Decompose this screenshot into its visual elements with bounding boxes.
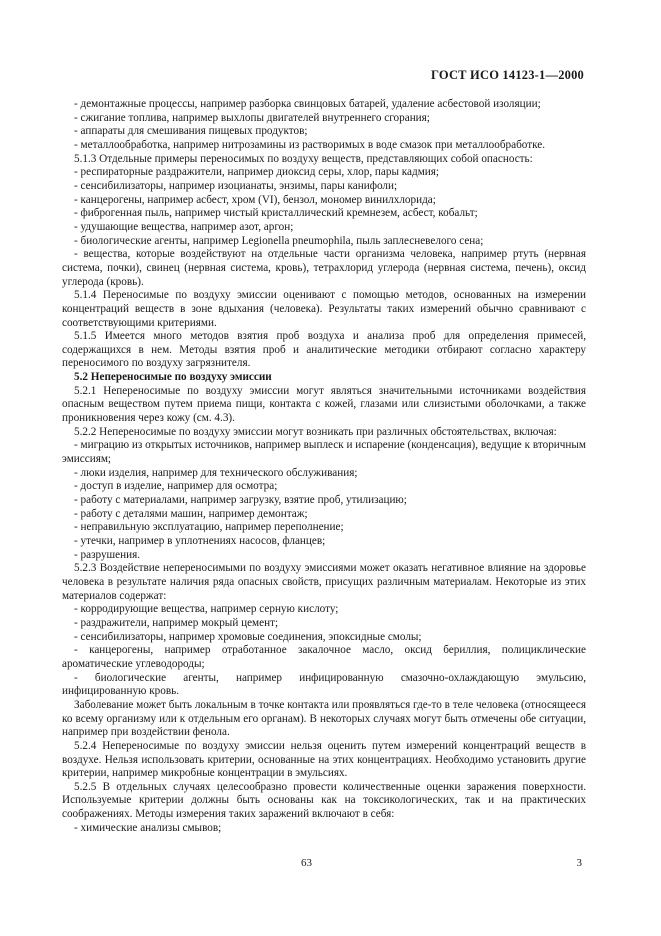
paragraph: 5.1.3 Отдельные примеры переносимых по воздуху веществ, представляющих собой опасность: [74,152,533,165]
paragraph: 5.2.1 Непереносимые по воздуху эмиссии могут являться значительными источниками воздействия опасным веществом путем приема пищи, контакта с кожей, глазами или слизистыми оболочками, а также проникновения через кожу (см. 4.3). [62,384,586,425]
paragraph: - корродирующие вещества, например серную кислоту; [74,603,339,616]
paragraph: 5.2.2 Непереносимые по воздуху эмиссии могут возникать при различных обстоятельствах, включая: [74,425,557,438]
paragraph: - работу с материалами, например загрузку, взятие проб, утилизацию; [74,494,407,507]
paragraph: - доступ в изделие, например для осмотра; [74,480,278,493]
page-number: 63 [301,857,312,869]
paragraph: 5.2.3 Воздействие непереносимыми по воздуху эмиссиями может оказать негативное влияние на здоровье человека в результате наличия ряда опасных свойств, присущих различным материалам. Некоторые из этих материалов содержат: [62,562,586,602]
paragraph: - металлообработка, например нитрозамины из растворимых в воде смазок при металлообработке. [74,138,546,151]
paragraph: - сенсибилизаторы, например изоцианаты, энзимы, пары канифоли; [74,179,398,192]
paragraph: - демонтажные процессы, например разборка свинцовых батарей, удаление асбестовой изоляции; [74,98,541,110]
paragraph: 5.1.5 Имеется много методов взятия проб воздуха и анализа проб для определения примесей, содержащихся в нем. Методы взятия проб и аналитические методики отбирают согласно характеру переносимого по воздуху загрязнителя. [62,330,586,370]
paragraph: - канцерогены, например отработанное закалочное масло, оксид бериллия, полициклические ароматические углеводороды; [62,644,586,670]
paragraph: - канцерогены, например асбест, хром (VI), бензол, мономер винилхлорида; [74,193,436,206]
paragraph: - сенсибилизаторы, например хромовые соединения, эпоксидные смолы; [74,630,422,643]
paragraph: - люки изделия, например для технического обслуживания; [74,466,358,479]
paragraph: - фиброгенная пыль, например чистый кристаллический кремнезем, асбест, кобальт; [74,207,478,220]
paragraph: - разрушения. [74,548,141,561]
paragraph: 5.2.5 В отдельных случаях целесообразно провести количественные оценки заражения поверхности. Используемые критерии должны быть основаны как на токсикологических, так и на практических соображениях. Методы измерения таких заражений включают в себя: [62,780,586,821]
paragraph: - утечки, например в уплотнениях насосов, фланцев; [74,535,326,547]
paragraph: - раздражители, например мокрый цемент; [74,616,279,629]
paragraph: - биологические агенты, например инфицированную смазочно-охлаждающую эмульсию, инфицированную кровь. [62,671,586,698]
body-text [62,98,586,835]
section-heading: 5.2 Непереносимые по воздуху эмиссии [74,371,272,384]
paragraph: - миграцию из открытых источников, например выплеск и испарение (конденсация), ведущие к вторичным эмиссиям; [62,439,586,466]
paragraph: - химические анализы смывов; [74,821,222,834]
paragraph: 5.2.4 Непереносимые по воздуху эмиссии нельзя оценить путем измерений концентраций веществ в воздухе. Нельзя использовать критерии, основанные на этих концентрациях. Необходимо установить другие критерии, например микробные концентрации в эмульсиях. [62,739,586,780]
paragraph: Заболевание может быть локальным в точке контакта или проявляться где-то в теле человека (относящееся ко всему организму или к отдельным его органам). В некоторых случаях могут быть отмечены обе ситуации, например при воздействии фенола. [62,698,586,739]
paragraph: - работу с деталями машин, например демонтаж; [74,507,308,520]
sheet-number: 3 [576,857,582,869]
standard-header: ГОСТ ИСО 14123-1—2000 [431,68,584,82]
paragraph: - респираторные раздражители, например диоксид серы, хлор, пары кадмия; [74,166,440,179]
paragraph: - сжигание топлива, например выхлопы двигателей внутреннего сгорания; [74,111,430,124]
paragraph: - неправильную эксплуатацию, например переполнение; [74,521,344,534]
paragraph: - аппараты для смешивания пищевых продуктов; [74,125,308,138]
paragraph: - биологические агенты, например Legionella pneumophila, пыль заплесневелого сена; [74,234,484,247]
paragraph: 5.1.4 Переносимые по воздуху эмиссии оценивают с помощью методов, основанных на измерении концентраций веществ в зоне вдыхания (человека). Результаты таких измерений обычно сравнивают с соответствующими критериями. [62,289,586,329]
paragraph: - вещества, которые воздействуют на отдельные части организма человека, например ртуть (нервная система, почки), свинец (нервная система, кровь), тетрахлорид углерода (нервная система, печень), оксид углерода (кровь). [62,248,586,288]
paragraph: - удушающие вещества, например азот, аргон; [74,220,294,233]
